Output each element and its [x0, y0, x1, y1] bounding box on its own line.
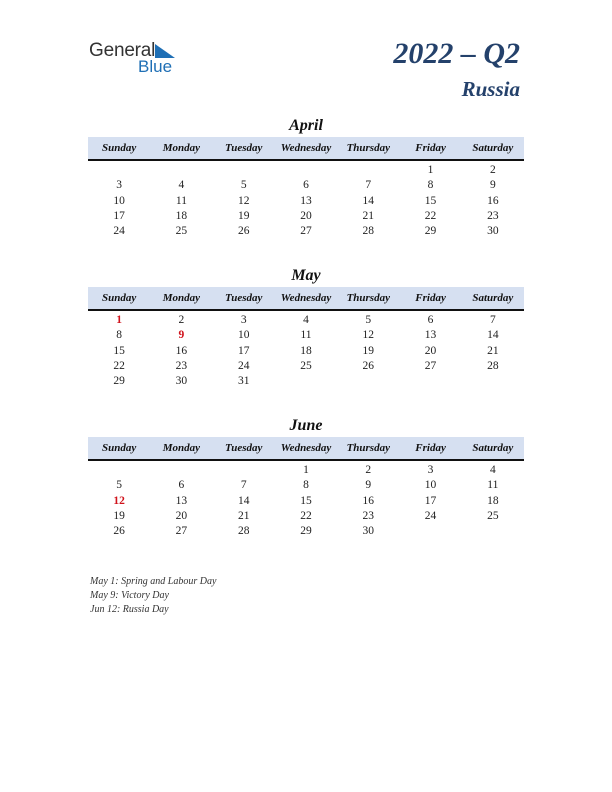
month-grid — [88, 313, 524, 389]
holiday-notes — [90, 575, 216, 617]
day-cell: 26 — [362, 359, 375, 372]
day-cell: 22 — [424, 209, 437, 222]
day-cell: 13 — [424, 329, 437, 342]
day-cell: 27 — [175, 525, 188, 538]
week-row — [88, 178, 524, 193]
day-cell: 4 — [178, 179, 185, 192]
day-cell: 18 — [487, 494, 499, 507]
weekday-header — [88, 437, 524, 461]
day-cell: 1 — [427, 164, 434, 176]
day-cell: 27 — [300, 225, 312, 238]
holiday-date: 9 — [178, 329, 185, 342]
day-cell: 28 — [487, 359, 499, 372]
week-row — [88, 224, 524, 239]
day-cell: 21 — [362, 209, 375, 222]
day-cell: 20 — [175, 509, 188, 522]
day-cell: 16 — [487, 194, 499, 207]
day-cell: 9 — [489, 179, 496, 192]
month-name: April — [289, 117, 323, 134]
month-grid — [88, 463, 524, 539]
holiday-date: 1 — [116, 314, 123, 326]
day-cell: 14 — [237, 494, 250, 507]
day-cell: 18 — [175, 209, 188, 222]
day-cell: 12 — [237, 194, 250, 207]
day-cell: 19 — [237, 209, 250, 222]
day-cell — [275, 163, 337, 178]
day-cell: 15 — [424, 194, 437, 207]
day-cell: 21 — [487, 344, 499, 357]
day-cell — [213, 463, 275, 478]
day-cell: 24 — [113, 225, 125, 238]
month-name: June — [289, 417, 323, 434]
day-cell: 3 — [116, 179, 123, 192]
day-cell: 4 — [303, 314, 309, 326]
day-cell: 13 — [175, 494, 188, 507]
week-row — [88, 463, 524, 478]
day-cell: 26 — [237, 225, 250, 238]
day-cell: 28 — [237, 525, 250, 538]
weekday-label: Tuesday — [224, 142, 263, 154]
day-cell: 17 — [113, 209, 125, 222]
day-cell — [150, 163, 212, 178]
day-cell: 23 — [175, 359, 188, 372]
day-cell: 22 — [300, 509, 312, 522]
logo-general-text: General — [89, 40, 156, 61]
logo-blue-text: Blue — [138, 57, 173, 76]
day-cell: 14 — [487, 329, 499, 342]
week-row — [88, 328, 524, 343]
day-cell — [88, 163, 150, 178]
week-row — [88, 359, 524, 374]
day-cell: 15 — [300, 494, 312, 507]
day-cell: 2 — [365, 464, 372, 476]
month-calendar — [88, 266, 524, 389]
weekday-label: Monday — [162, 292, 201, 304]
weekday-label: Tuesday — [224, 292, 263, 304]
day-cell: 6 — [427, 314, 434, 326]
day-cell: 6 — [303, 179, 309, 192]
page-title: 2022 – Q2 — [393, 37, 520, 70]
week-row — [88, 374, 524, 389]
weekday-label: Sunday — [102, 442, 137, 454]
day-cell — [88, 463, 150, 478]
day-cell — [462, 374, 524, 389]
day-cell: 20 — [300, 209, 312, 222]
day-cell: 13 — [300, 194, 312, 207]
day-cell: 5 — [116, 479, 123, 492]
day-cell — [337, 374, 399, 389]
day-cell: 17 — [237, 344, 250, 357]
holiday-date: 12 — [113, 494, 125, 507]
weekday-label: Wednesday — [280, 442, 332, 454]
day-cell — [462, 524, 524, 539]
day-cell: 15 — [113, 344, 125, 357]
weekday-label: Monday — [162, 142, 201, 154]
day-cell: 8 — [116, 329, 123, 342]
day-cell: 7 — [489, 314, 496, 326]
day-cell: 7 — [365, 179, 372, 192]
day-cell — [275, 374, 337, 389]
day-cell: 17 — [424, 494, 437, 507]
weekday-label: Friday — [415, 442, 446, 454]
week-row — [88, 209, 524, 224]
day-cell: 10 — [424, 479, 437, 492]
weekday-header — [88, 287, 524, 311]
day-cell: 5 — [240, 179, 247, 192]
day-cell: 10 — [113, 194, 125, 207]
weekday-label: Sunday — [102, 292, 137, 304]
weekday-label: Sunday — [102, 142, 137, 154]
day-cell — [399, 374, 461, 389]
weekday-label: Tuesday — [224, 442, 263, 454]
day-cell: 8 — [303, 479, 309, 492]
weekday-label: Wednesday — [280, 142, 332, 154]
weekday-label: Saturday — [472, 292, 514, 304]
month-name: May — [291, 267, 321, 284]
day-cell: 5 — [365, 314, 372, 326]
weekday-label: Saturday — [472, 442, 514, 454]
day-cell: 14 — [362, 194, 375, 207]
day-cell: 20 — [424, 344, 437, 357]
day-cell: 4 — [489, 464, 496, 476]
day-cell: 25 — [175, 225, 188, 238]
day-cell: 30 — [175, 375, 188, 388]
weekday-label: Thursday — [346, 142, 390, 154]
week-row — [88, 478, 524, 493]
day-cell: 16 — [362, 494, 375, 507]
day-cell: 29 — [113, 375, 125, 388]
day-cell: 31 — [237, 375, 250, 388]
day-cell: 23 — [362, 509, 375, 522]
week-row — [88, 194, 524, 209]
day-cell — [337, 163, 399, 178]
logo — [89, 40, 199, 76]
weekday-label: Saturday — [472, 142, 514, 154]
day-cell: 3 — [427, 464, 434, 476]
day-cell: 26 — [113, 525, 125, 538]
week-row — [88, 344, 524, 359]
day-cell: 25 — [487, 509, 499, 522]
day-cell — [213, 163, 275, 178]
day-cell: 22 — [113, 359, 125, 372]
day-cell: 1 — [303, 464, 309, 476]
weekday-label: Thursday — [346, 442, 390, 454]
day-cell — [399, 524, 461, 539]
day-cell: 28 — [362, 225, 375, 238]
day-cell: 18 — [300, 344, 312, 357]
holiday-note: May 9: Victory Day — [90, 590, 169, 601]
week-row — [88, 524, 524, 539]
day-cell: 30 — [362, 525, 375, 538]
weekday-label: Wednesday — [280, 292, 332, 304]
day-cell: 7 — [240, 479, 247, 492]
day-cell — [150, 463, 212, 478]
country-name: Russia — [461, 77, 520, 101]
week-row — [88, 509, 524, 524]
day-cell: 25 — [300, 359, 312, 372]
weekday-label: Thursday — [346, 292, 390, 304]
day-cell: 24 — [237, 359, 250, 372]
day-cell: 11 — [487, 479, 499, 492]
day-cell: 11 — [300, 329, 312, 342]
day-cell: 16 — [175, 344, 188, 357]
day-cell: 2 — [178, 314, 185, 326]
day-cell: 23 — [487, 209, 499, 222]
weekday-header — [88, 137, 524, 161]
week-row — [88, 313, 524, 328]
weekday-label: Monday — [162, 442, 201, 454]
week-row — [88, 494, 524, 509]
weekday-label: Friday — [415, 292, 446, 304]
month-grid — [88, 163, 524, 239]
day-cell: 19 — [362, 344, 375, 357]
day-cell: 10 — [237, 329, 250, 342]
day-cell: 8 — [427, 179, 434, 192]
week-row — [88, 163, 524, 178]
day-cell: 21 — [237, 509, 250, 522]
day-cell: 6 — [178, 479, 185, 492]
day-cell: 11 — [175, 194, 187, 207]
day-cell: 29 — [424, 225, 437, 238]
day-cell: 9 — [365, 479, 372, 492]
day-cell: 19 — [113, 509, 125, 522]
month-calendar — [88, 116, 524, 239]
holiday-note: May 1: Spring and Labour Day — [90, 576, 217, 587]
day-cell: 2 — [489, 164, 496, 176]
day-cell: 12 — [362, 329, 375, 342]
weekday-label: Friday — [415, 142, 446, 154]
holiday-note: Jun 12: Russia Day — [90, 604, 169, 615]
month-calendar — [88, 416, 524, 539]
day-cell: 24 — [424, 509, 437, 522]
day-cell: 29 — [300, 525, 312, 538]
day-cell: 27 — [424, 359, 437, 372]
day-cell: 30 — [487, 225, 499, 238]
day-cell: 3 — [240, 314, 247, 326]
